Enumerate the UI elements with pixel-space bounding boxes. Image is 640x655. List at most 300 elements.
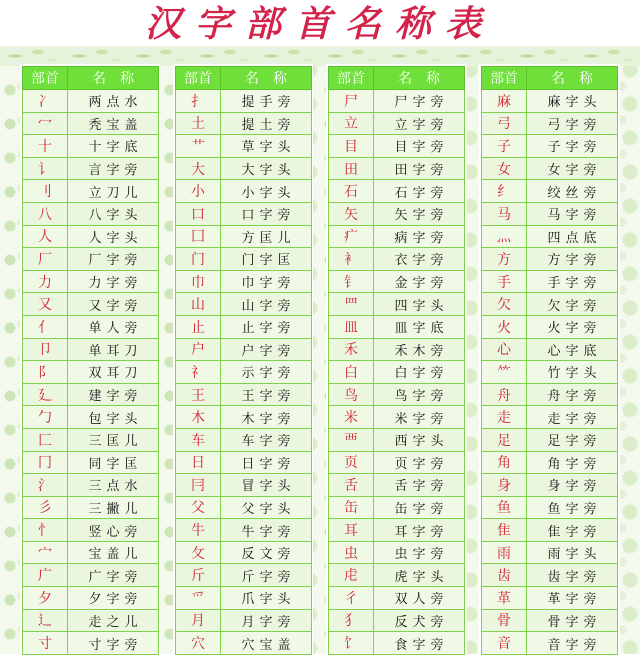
table-row (329, 564, 465, 587)
radical-cell: 火 (482, 315, 527, 338)
radical-name-cell: 反文旁 (221, 541, 312, 564)
radical-name-cell: 立字旁 (374, 112, 465, 135)
table-row (23, 428, 159, 451)
radical-cell: 爫 (176, 587, 221, 610)
radical-name-cell: 日字旁 (221, 451, 312, 474)
table-header-row (23, 67, 159, 90)
table-row (329, 112, 465, 135)
radical-cell: 刂 (23, 180, 68, 203)
table-row (482, 428, 618, 451)
radical-cell: 又 (23, 293, 68, 316)
table-row (176, 496, 312, 519)
radical-name-cell: 女字旁 (527, 157, 618, 180)
radical-cell: 小 (176, 180, 221, 203)
radical-cell: 辶 (23, 609, 68, 632)
table-row (23, 180, 159, 203)
radical-cell: 矢 (329, 202, 374, 225)
radical-name-cell: 缶字旁 (374, 496, 465, 519)
radical-name-cell: 西字头 (374, 428, 465, 451)
radical-cell: 饣 (329, 632, 374, 655)
radical-cell: 欠 (482, 293, 527, 316)
radical-cell: 礻 (176, 361, 221, 384)
radical-cell: 夕 (23, 587, 68, 610)
radical-name-cell: 又字旁 (68, 293, 159, 316)
table-row (23, 202, 159, 225)
radical-name-cell: 广字旁 (68, 564, 159, 587)
radical-cell: 衤 (329, 248, 374, 271)
radical-cell: 覀 (329, 428, 374, 451)
radical-cell: 八 (23, 202, 68, 225)
radical-cell: 斤 (176, 564, 221, 587)
radical-cell: 革 (482, 587, 527, 610)
table-row (176, 338, 312, 361)
radical-cell: 目 (329, 135, 374, 158)
header-name: 名称 (68, 67, 159, 90)
radical-cell: 阝 (23, 361, 68, 384)
table-header-row (176, 67, 312, 90)
table-row (176, 270, 312, 293)
table-row (176, 315, 312, 338)
radical-cell: 石 (329, 180, 374, 203)
radical-table-3 (328, 66, 465, 655)
radical-name-cell: 手字旁 (527, 270, 618, 293)
table-row (329, 383, 465, 406)
table-row (23, 361, 159, 384)
table-row (23, 135, 159, 158)
radical-name-cell: 皿字底 (374, 315, 465, 338)
table-row (23, 474, 159, 497)
table-row (23, 270, 159, 293)
radical-name-cell: 穴宝盖 (221, 632, 312, 655)
table-row (329, 90, 465, 113)
radical-cell: 牛 (176, 519, 221, 542)
header-name: 名称 (527, 67, 618, 90)
radical-name-cell: 小字头 (221, 180, 312, 203)
radical-cell: 匚 (23, 428, 68, 451)
radical-name-cell: 三点水 (68, 474, 159, 497)
radical-cell: 钅 (329, 270, 374, 293)
radical-cell: ⺮ (482, 361, 527, 384)
table-row (176, 225, 312, 248)
table-row (329, 361, 465, 384)
radical-cell: 缶 (329, 496, 374, 519)
radical-cell: 人 (23, 225, 68, 248)
table-row (23, 338, 159, 361)
radical-cell: 王 (176, 383, 221, 406)
radical-cell: 厂 (23, 248, 68, 271)
radical-name-cell: 子字旁 (527, 135, 618, 158)
table-row (23, 496, 159, 519)
table-row (23, 157, 159, 180)
radical-name-cell: 牛字旁 (221, 519, 312, 542)
radical-cell: 亻 (23, 315, 68, 338)
table-row (482, 135, 618, 158)
radical-cell: 虍 (329, 564, 374, 587)
table-row (176, 361, 312, 384)
radical-name-cell: 方字旁 (527, 248, 618, 271)
radical-cell: 走 (482, 406, 527, 429)
table-row (176, 451, 312, 474)
header-radical: 部首 (329, 67, 374, 90)
radical-cell: 卩 (23, 338, 68, 361)
radical-cell: 门 (176, 248, 221, 271)
table-row (176, 180, 312, 203)
radical-name-cell: 月字旁 (221, 609, 312, 632)
radical-name-cell: 麻字头 (527, 90, 618, 113)
radical-name-cell: 弓字旁 (527, 112, 618, 135)
radical-name-cell: 四字头 (374, 293, 465, 316)
radical-cell: 禾 (329, 338, 374, 361)
radical-cell: 心 (482, 338, 527, 361)
radical-name-cell: 八字头 (68, 202, 159, 225)
table-row (482, 293, 618, 316)
radical-table-4 (481, 66, 618, 655)
table-row (329, 293, 465, 316)
table-row (482, 315, 618, 338)
radical-cell: 手 (482, 270, 527, 293)
radical-name-cell: 山字旁 (221, 293, 312, 316)
table-row (23, 609, 159, 632)
table-row (329, 474, 465, 497)
header-name: 名称 (221, 67, 312, 90)
radical-name-cell: 寸字旁 (68, 632, 159, 655)
radical-cell: 冂 (23, 451, 68, 474)
radical-cell: 广 (23, 564, 68, 587)
table-row (482, 541, 618, 564)
radical-cell: 灬 (482, 225, 527, 248)
radical-cell: 宀 (23, 541, 68, 564)
radical-cell: 鱼 (482, 496, 527, 519)
table-row (482, 587, 618, 610)
radical-cell: 白 (329, 361, 374, 384)
radical-name-cell: 竖心旁 (68, 519, 159, 542)
radical-cell: 冃 (176, 474, 221, 497)
table-row (176, 632, 312, 655)
radical-cell: 忄 (23, 519, 68, 542)
table-header-row (482, 67, 618, 90)
table-row (329, 248, 465, 271)
radical-cell: 止 (176, 315, 221, 338)
radical-name-cell: 门字匡 (221, 248, 312, 271)
radical-cell: 口 (176, 202, 221, 225)
radical-cell: 彳 (329, 587, 374, 610)
radical-name-cell: 户字旁 (221, 338, 312, 361)
radical-cell: 车 (176, 428, 221, 451)
radical-name-cell: 隹字旁 (527, 519, 618, 542)
table-row (176, 202, 312, 225)
radical-name-cell: 冒字头 (221, 474, 312, 497)
radical-cell: 疒 (329, 225, 374, 248)
radical-cell: 立 (329, 112, 374, 135)
radical-name-cell: 三匡儿 (68, 428, 159, 451)
radical-cell: 尸 (329, 90, 374, 113)
radical-name-cell: 人字头 (68, 225, 159, 248)
table-row (482, 564, 618, 587)
radical-cell: 雨 (482, 541, 527, 564)
table-row (482, 406, 618, 429)
radical-name-cell: 木字旁 (221, 406, 312, 429)
radical-cell: 子 (482, 135, 527, 158)
table-row (329, 519, 465, 542)
radical-cell: 木 (176, 406, 221, 429)
radical-cell: 虫 (329, 541, 374, 564)
header-radical: 部首 (23, 67, 68, 90)
radical-name-cell: 力字旁 (68, 270, 159, 293)
radical-name-cell: 齿字旁 (527, 564, 618, 587)
radical-name-cell: 骨字旁 (527, 609, 618, 632)
radical-cell: 土 (176, 112, 221, 135)
radical-name-cell: 病字旁 (374, 225, 465, 248)
table-row (329, 609, 465, 632)
radical-name-cell: 食字旁 (374, 632, 465, 655)
radical-cell: 纟 (482, 180, 527, 203)
radical-name-cell: 金字旁 (374, 270, 465, 293)
radical-cell: 米 (329, 406, 374, 429)
radical-name-cell: 夕字旁 (68, 587, 159, 610)
table-row (329, 135, 465, 158)
table-row (329, 157, 465, 180)
radical-cell: 彡 (23, 496, 68, 519)
radical-name-cell: 厂字旁 (68, 248, 159, 271)
radical-cell: 父 (176, 496, 221, 519)
table-row (176, 406, 312, 429)
radical-cell: 大 (176, 157, 221, 180)
radical-cell: 弓 (482, 112, 527, 135)
radical-name-cell: 鱼字旁 (527, 496, 618, 519)
radical-name-cell: 王字旁 (221, 383, 312, 406)
radical-cell: 音 (482, 632, 527, 655)
table-row (482, 496, 618, 519)
table-row (482, 632, 618, 655)
radical-name-cell: 马字旁 (527, 202, 618, 225)
radical-cell: 骨 (482, 609, 527, 632)
radical-name-cell: 宝盖儿 (68, 541, 159, 564)
table-row (23, 248, 159, 271)
radical-cell: 马 (482, 202, 527, 225)
table-row (329, 587, 465, 610)
radical-name-cell: 建字旁 (68, 383, 159, 406)
radical-name-cell: 禾木旁 (374, 338, 465, 361)
radical-name-cell: 身字旁 (527, 474, 618, 497)
radical-name-cell: 音字旁 (527, 632, 618, 655)
table-row (23, 90, 159, 113)
table-row (23, 112, 159, 135)
radical-name-cell: 鸟字旁 (374, 383, 465, 406)
table-row (176, 135, 312, 158)
radical-name-cell: 爪字头 (221, 587, 312, 610)
table-row (482, 338, 618, 361)
radical-name-cell: 言字旁 (68, 157, 159, 180)
radical-table-1 (22, 66, 159, 655)
table-row (482, 157, 618, 180)
radical-cell: 寸 (23, 632, 68, 655)
table-row (329, 451, 465, 474)
radical-name-cell: 目字旁 (374, 135, 465, 158)
radical-name-cell: 心字底 (527, 338, 618, 361)
table-row (176, 112, 312, 135)
table-row (176, 383, 312, 406)
radical-name-cell: 双耳刀 (68, 361, 159, 384)
radical-table-2 (175, 66, 312, 655)
radical-name-cell: 提土旁 (221, 112, 312, 135)
radical-name-cell: 米字旁 (374, 406, 465, 429)
radical-name-cell: 衣字旁 (374, 248, 465, 271)
radical-name-cell: 走字旁 (527, 406, 618, 429)
radical-name-cell: 角字旁 (527, 451, 618, 474)
radical-cell: 皿 (329, 315, 374, 338)
table-row (23, 315, 159, 338)
table-row (23, 451, 159, 474)
table-row (329, 225, 465, 248)
radical-name-cell: 白字旁 (374, 361, 465, 384)
table-row (482, 90, 618, 113)
radical-name-cell: 单耳刀 (68, 338, 159, 361)
table-row (176, 157, 312, 180)
radical-name-cell: 火字旁 (527, 315, 618, 338)
radical-name-cell: 十字底 (68, 135, 159, 158)
radical-name-cell: 绞丝旁 (527, 180, 618, 203)
radical-cell: 舟 (482, 383, 527, 406)
table-row (23, 541, 159, 564)
radical-name-cell: 立刀儿 (68, 180, 159, 203)
header-radical: 部首 (176, 67, 221, 90)
radical-name-cell: 田字旁 (374, 157, 465, 180)
radical-cell: 犭 (329, 609, 374, 632)
page-title: 汉字部首名称表 (144, 3, 495, 45)
radical-name-cell: 竹字头 (527, 361, 618, 384)
table-row (482, 202, 618, 225)
radical-cell: 田 (329, 157, 374, 180)
table-row (482, 180, 618, 203)
table-row (23, 383, 159, 406)
radical-name-cell: 秃宝盖 (68, 112, 159, 135)
radical-cell: 麻 (482, 90, 527, 113)
table-row (329, 541, 465, 564)
table-row (329, 180, 465, 203)
radical-name-cell: 同字匡 (68, 451, 159, 474)
table-row (23, 564, 159, 587)
radical-cell: 巾 (176, 270, 221, 293)
decorative-border-band (0, 46, 640, 66)
table-row (23, 632, 159, 655)
table-row (329, 270, 465, 293)
radical-cell: 囗 (176, 225, 221, 248)
radical-name-cell: 斤字旁 (221, 564, 312, 587)
radical-name-cell: 包字头 (68, 406, 159, 429)
radical-cell: 户 (176, 338, 221, 361)
radical-name-cell: 巾字旁 (221, 270, 312, 293)
radical-cell: 女 (482, 157, 527, 180)
radical-name-cell: 父字头 (221, 496, 312, 519)
radical-name-cell: 舌字旁 (374, 474, 465, 497)
radical-cell: 月 (176, 609, 221, 632)
radical-name-cell: 矢字旁 (374, 202, 465, 225)
header-name: 名称 (374, 67, 465, 90)
radical-name-cell: 两点水 (68, 90, 159, 113)
table-row (482, 474, 618, 497)
table-row (482, 225, 618, 248)
table-row (176, 428, 312, 451)
table-row (176, 541, 312, 564)
table-row (482, 270, 618, 293)
radical-name-cell: 耳字旁 (374, 519, 465, 542)
table-row (23, 406, 159, 429)
radical-name-cell: 雨字头 (527, 541, 618, 564)
radical-cell: 罒 (329, 293, 374, 316)
radical-cell: 勹 (23, 406, 68, 429)
radical-name-cell: 双人旁 (374, 587, 465, 610)
radical-name-cell: 大字头 (221, 157, 312, 180)
table-row (176, 474, 312, 497)
radical-name-cell: 革字旁 (527, 587, 618, 610)
table-row (329, 632, 465, 655)
radical-cell: 日 (176, 451, 221, 474)
radical-cell: 穴 (176, 632, 221, 655)
radical-cell: 攵 (176, 541, 221, 564)
table-row (329, 428, 465, 451)
table-row (329, 496, 465, 519)
radical-cell: 氵 (23, 474, 68, 497)
radical-cell: 扌 (176, 90, 221, 113)
radical-cell: 耳 (329, 519, 374, 542)
radical-name-cell: 欠字旁 (527, 293, 618, 316)
radical-cell: 力 (23, 270, 68, 293)
table-row (329, 202, 465, 225)
radical-cell: 页 (329, 451, 374, 474)
radical-name-cell: 舟字旁 (527, 383, 618, 406)
table-row (176, 90, 312, 113)
table-row (23, 519, 159, 542)
table-row (482, 112, 618, 135)
radical-name-cell: 止字旁 (221, 315, 312, 338)
table-row (176, 293, 312, 316)
radical-name-cell: 虎字头 (374, 564, 465, 587)
table-row (176, 587, 312, 610)
radical-name-cell: 页字旁 (374, 451, 465, 474)
table-row (176, 564, 312, 587)
radical-cell: 十 (23, 135, 68, 158)
radical-cell: 鸟 (329, 383, 374, 406)
radical-name-cell: 车字旁 (221, 428, 312, 451)
table-row (329, 406, 465, 429)
radical-cell: 方 (482, 248, 527, 271)
radical-cell: 舌 (329, 474, 374, 497)
table-row (23, 293, 159, 316)
radical-name-cell: 反犬旁 (374, 609, 465, 632)
table-row (176, 519, 312, 542)
radical-name-cell: 提手旁 (221, 90, 312, 113)
radical-name-cell: 四点底 (527, 225, 618, 248)
radical-name-cell: 足字旁 (527, 428, 618, 451)
table-row (329, 315, 465, 338)
header-radical: 部首 (482, 67, 527, 90)
table-row (482, 451, 618, 474)
radical-name-cell: 走之儿 (68, 609, 159, 632)
radical-cell: 冫 (23, 90, 68, 113)
table-row (482, 248, 618, 271)
table-row (482, 361, 618, 384)
radical-cell: 齿 (482, 564, 527, 587)
radical-cell: 廴 (23, 383, 68, 406)
radical-name-cell: 虫字旁 (374, 541, 465, 564)
radical-name-cell: 三撇儿 (68, 496, 159, 519)
radical-cell: 冖 (23, 112, 68, 135)
table-row (482, 609, 618, 632)
table-row (23, 587, 159, 610)
radical-cell: 隹 (482, 519, 527, 542)
radical-name-cell: 示字旁 (221, 361, 312, 384)
radical-name-cell: 单人旁 (68, 315, 159, 338)
